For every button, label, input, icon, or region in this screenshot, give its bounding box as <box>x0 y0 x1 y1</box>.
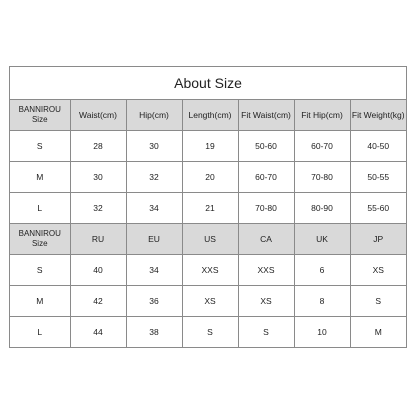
brand-size-header: BANNIROU Size <box>10 100 70 131</box>
table-cell: 38 <box>126 317 182 348</box>
column-header: EU <box>126 224 182 255</box>
table-cell: XXS <box>182 255 238 286</box>
table-cell: S <box>182 317 238 348</box>
table-cell: 28 <box>70 131 126 162</box>
table-cell: XS <box>238 286 294 317</box>
table-cell: 60-70 <box>294 131 350 162</box>
column-header: Waist(cm) <box>70 100 126 131</box>
table-cell: 36 <box>126 286 182 317</box>
table-cell: 55-60 <box>350 193 406 224</box>
chart-title: About Size <box>10 67 406 100</box>
table-row <box>10 193 406 224</box>
table-cell: 70-80 <box>294 162 350 193</box>
measurements-header-row <box>10 100 406 131</box>
table-cell: 21 <box>182 193 238 224</box>
column-header: US <box>182 224 238 255</box>
column-header: Hip(cm) <box>126 100 182 131</box>
table-cell: 40-50 <box>350 131 406 162</box>
table-cell: 6 <box>294 255 350 286</box>
table-cell: 44 <box>70 317 126 348</box>
size-label: S <box>10 131 70 162</box>
table-cell: 8 <box>294 286 350 317</box>
table-cell: 70-80 <box>238 193 294 224</box>
column-header: CA <box>238 224 294 255</box>
table-cell: 80-90 <box>294 193 350 224</box>
size-label: M <box>10 286 70 317</box>
table-cell: 50-55 <box>350 162 406 193</box>
size-label: M <box>10 162 70 193</box>
table-cell: 10 <box>294 317 350 348</box>
table-cell: 30 <box>126 131 182 162</box>
column-header: RU <box>70 224 126 255</box>
table-row <box>10 317 406 348</box>
table-cell: 19 <box>182 131 238 162</box>
table-cell: M <box>350 317 406 348</box>
table-row <box>10 162 406 193</box>
brand-size-header: BANNIROU Size <box>10 224 70 255</box>
table-cell: 42 <box>70 286 126 317</box>
table-row <box>10 255 406 286</box>
table-cell: XS <box>350 255 406 286</box>
table-cell: 30 <box>70 162 126 193</box>
table-cell: 32 <box>70 193 126 224</box>
table-cell: XXS <box>238 255 294 286</box>
table-cell: 34 <box>126 255 182 286</box>
table-row <box>10 131 406 162</box>
table-cell: S <box>238 317 294 348</box>
table-cell: 32 <box>126 162 182 193</box>
column-header: Length(cm) <box>182 100 238 131</box>
size-label: L <box>10 317 70 348</box>
conversion-header-row <box>10 224 406 255</box>
table-cell: 34 <box>126 193 182 224</box>
size-label: S <box>10 255 70 286</box>
column-header: JP <box>350 224 406 255</box>
table-cell: 20 <box>182 162 238 193</box>
table-cell: 60-70 <box>238 162 294 193</box>
table-cell: 50-60 <box>238 131 294 162</box>
table-cell: XS <box>182 286 238 317</box>
size-table <box>10 100 406 347</box>
column-header: Fit Hip(cm) <box>294 100 350 131</box>
table-cell: S <box>350 286 406 317</box>
table-row <box>10 286 406 317</box>
table-cell: 40 <box>70 255 126 286</box>
size-label: L <box>10 193 70 224</box>
size-chart <box>9 66 407 348</box>
column-header: UK <box>294 224 350 255</box>
column-header: Fit Waist(cm) <box>238 100 294 131</box>
column-header: Fit Weight(kg) <box>350 100 406 131</box>
